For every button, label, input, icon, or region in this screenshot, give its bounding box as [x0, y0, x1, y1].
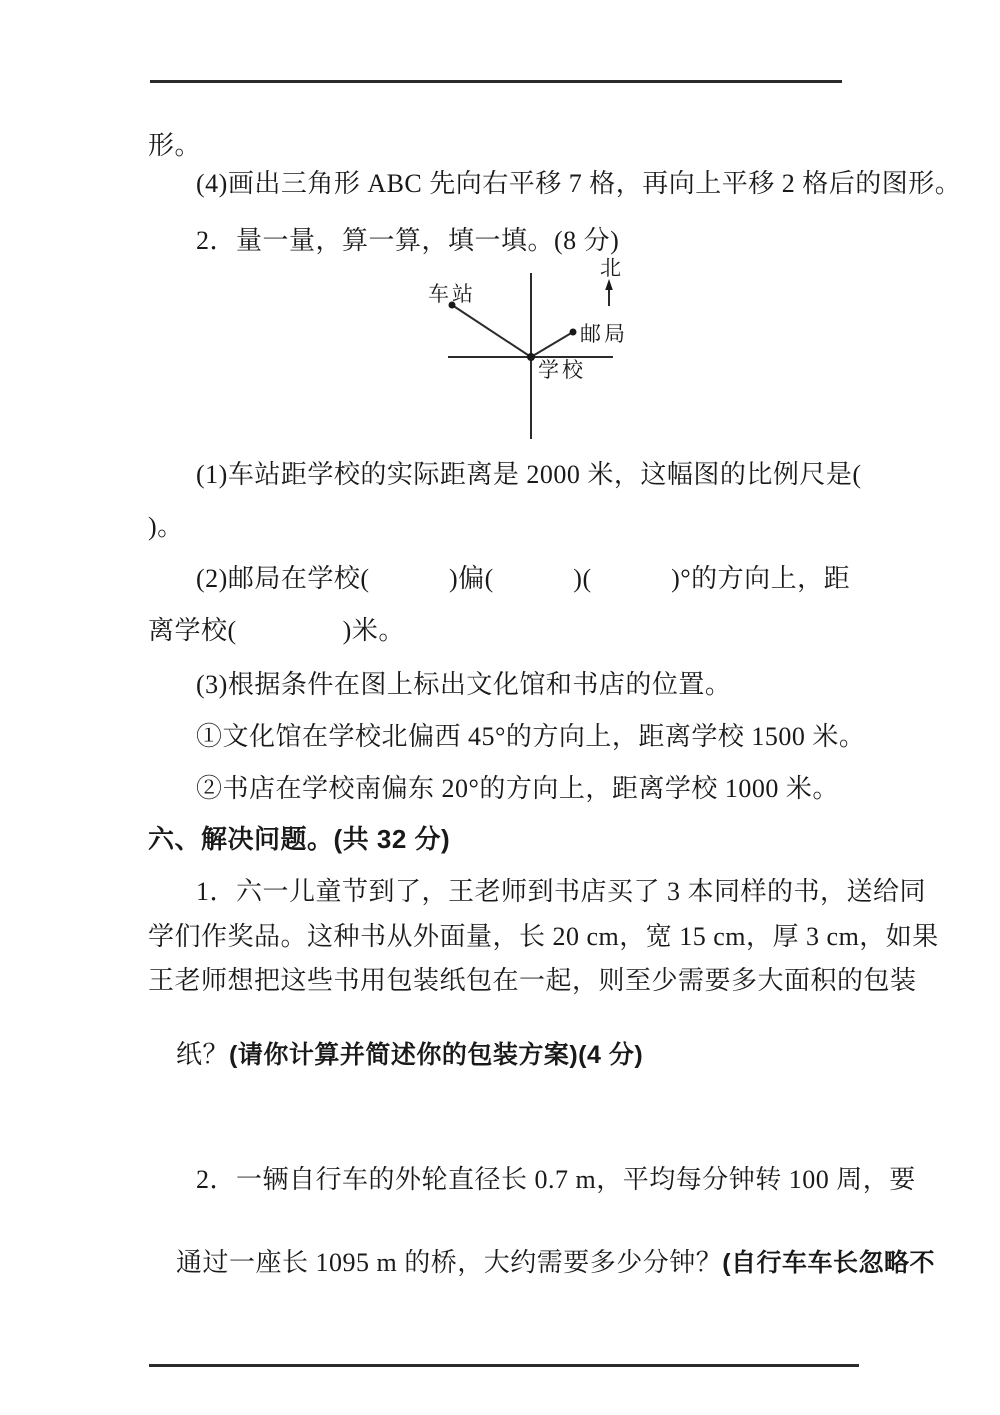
line-paragraph-end: 形。	[148, 131, 202, 160]
top-border-rule	[150, 80, 842, 83]
line-s3-mark-positions: (3)根据条件在图上标出文化馆和书店的位置。	[196, 670, 732, 699]
problem1-line3: 王老师想把这些书用包装纸包在一起，则至少需要多大面积的包装	[148, 966, 917, 995]
line-s3-item2-bookstore: ②书店在学校南偏东 20°的方向上，距离学校 1000 米。	[196, 774, 839, 803]
line-s1-scale-question: (1)车站距学校的实际距离是 2000 米，这幅图的比例尺是(	[196, 460, 862, 489]
post-office-dot	[570, 329, 577, 336]
north-arrow-head	[605, 279, 613, 290]
problem1-line4	[148, 1010, 643, 1100]
post-office-label: 邮局	[580, 322, 628, 346]
north-label: 北	[600, 256, 624, 280]
line-s1-continuation: )。	[148, 512, 184, 541]
line-s3-item1-culture-hall: ①文化馆在学校北偏西 45°的方向上，距离学校 1500 米。	[196, 722, 866, 751]
bottom-border-rule	[149, 1364, 859, 1367]
problem1-line4-bold-note: (请你计算并简述你的包装方案)(4 分)	[229, 1041, 644, 1069]
line-s2-continuation: 离学校( )米。	[148, 616, 405, 645]
section-six-heading: 六、解决问题。(共 32 分)	[148, 824, 451, 854]
school-label: 学校	[538, 358, 586, 382]
problem2-line1: 2．一辆自行车的外轮直径长 0.7 m，平均每分钟转 100 周，要	[196, 1165, 916, 1194]
problem2-line2-bold-note: (自行车车长忽略不	[722, 1249, 936, 1277]
problem1-line4-normal-text: 纸？	[176, 1040, 230, 1069]
station-to-school-line	[452, 305, 531, 357]
station-label: 车站	[428, 282, 476, 306]
line-s2-direction-question: (2)邮局在学校( )偏( )( )°的方向上，距	[196, 564, 851, 593]
school-to-post-office-line	[531, 332, 573, 357]
problem2-line2	[148, 1218, 935, 1308]
line-q2-measure-heading: 2．量一量，算一算，填一填。(8 分)	[196, 226, 620, 255]
line-q4-translate-instruction: (4)画出三角形 ABC 先向右平移 7 格，再向上平移 2 格后的图形。	[196, 169, 962, 198]
direction-map-diagram	[420, 253, 680, 448]
problem1-line1: 1．六一儿童节到了，王老师到书店买了 3 本同样的书，送给同	[196, 877, 927, 906]
problem2-line2-normal-text: 通过一座长 1095 m 的桥，大约需要多少分钟？	[176, 1248, 723, 1277]
problem1-line2: 学们作奖品。这种书从外面量，长 20 cm，宽 15 cm，厚 3 cm，如果	[148, 922, 939, 951]
school-dot	[527, 353, 535, 361]
